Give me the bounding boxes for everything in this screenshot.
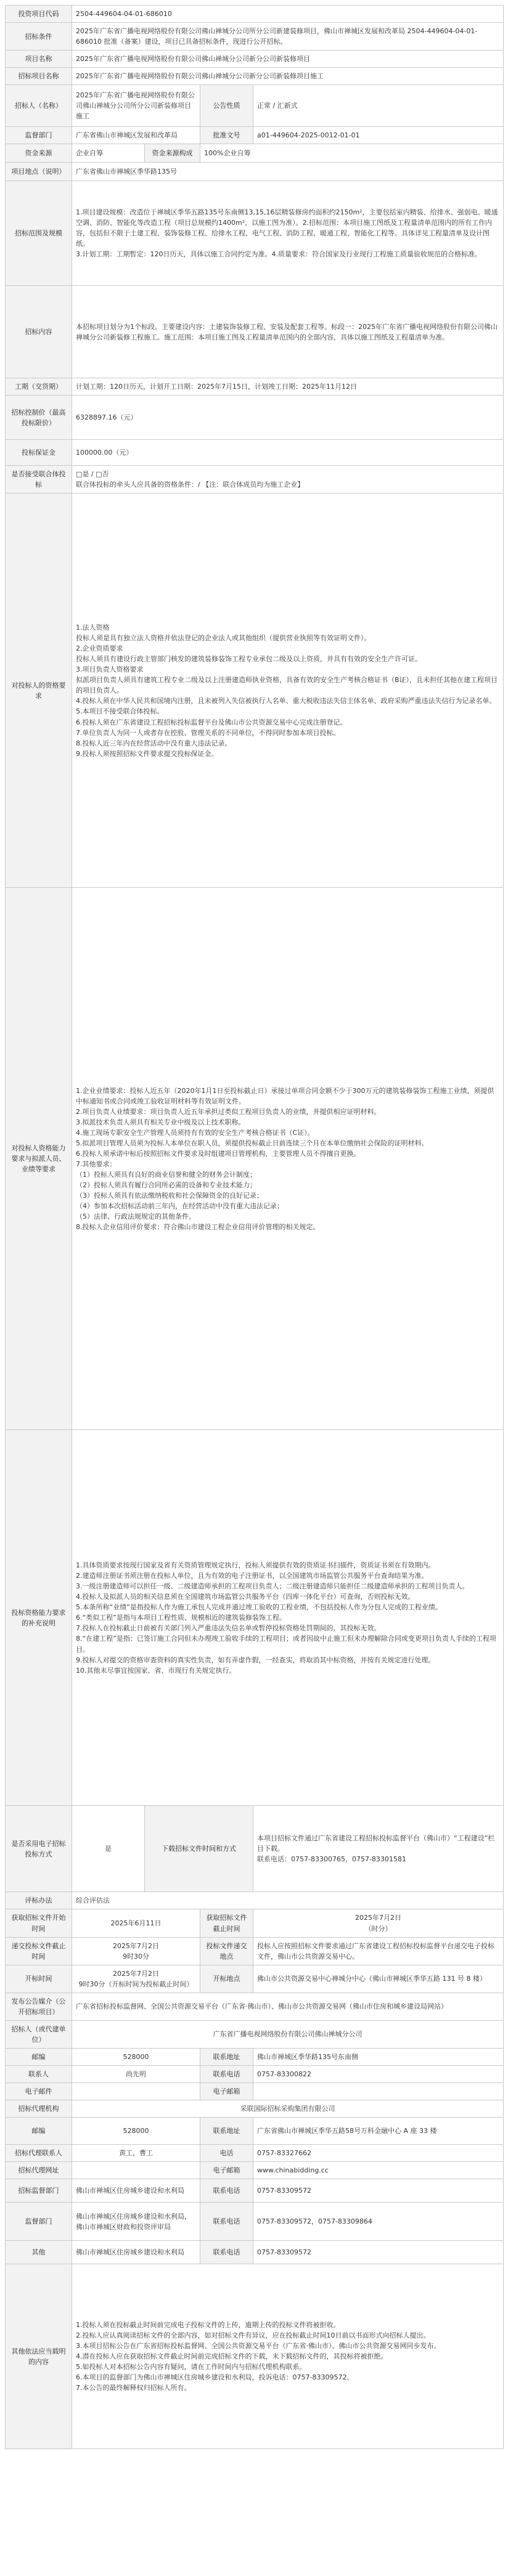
label: 招标条件 [6, 23, 72, 51]
label: 招标代理机构 [6, 2100, 72, 2118]
label: 工期（交货期） [6, 378, 72, 396]
value: 2025年广东省广播电视网络股份有限公司佛山禅城分公司所分公司新建装修项目，佛山市禅城区发展和改革局 2504-449604-04-01-686010 批准（备案）建设，项目已具备招标条件，现进行公开招标。 [72, 23, 504, 51]
label: 联系地址 [200, 2118, 253, 2145]
row-scope [6, 181, 504, 286]
label: 下载招标文件时间和方式 [145, 1806, 253, 1892]
value: 广东省佛山市禅城区发展和改革局 [72, 127, 200, 144]
label: 项目名称 [6, 51, 72, 68]
value: 0757-83309572 [253, 2241, 504, 2264]
label: 是否采用电子招标投标方式 [6, 1806, 72, 1892]
label: 监督部门 [6, 127, 72, 144]
value: □是 / □否 联合体投标的牵头人应具备的资格条件：/ 【注：联合体成员均为施工企业】 [72, 466, 504, 494]
label: 其他依法应当载明的内容 [6, 2264, 72, 2449]
row-tenderer-address [6, 2048, 504, 2065]
row-tenderer-person [6, 2065, 504, 2082]
label: 开标时间 [6, 1965, 72, 1993]
label: 其他 [6, 2241, 72, 2264]
label: 是否接受联合体投标 [6, 466, 72, 494]
label: 评标办法 [6, 1892, 72, 1909]
label: 对投标人资格能力要求与拟派人员、业绩等要求 [6, 888, 72, 1430]
value: 广东省招标投标监督网、全国公共资源交易平台（广东省·佛山市）、佛山市公共资源交易网（佛山市住房和城乡建设局网站） [72, 1993, 504, 2020]
value: 0757-83300822 [253, 2065, 504, 2082]
label: 资金来源构成 [145, 144, 200, 163]
label: 招标人（或代建单位） [6, 2020, 72, 2048]
row-supervise-3 [6, 2241, 504, 2264]
label: 联系电话 [200, 2179, 253, 2203]
value: 本招标项目划分为1个标段。主要建设内容：土建装饰装修工程、安装及配套工程等。标段一：2025年广东省广播电视网络股份有限公司佛山禅城分公司新装修工程施工。施工范围：本项目施工图及工程量清单范围内的全部内容，具体以施工图纸及工程量清单为准。 [72, 286, 504, 378]
value: 2504-449604-04-01-686010 [72, 6, 504, 23]
label: 招标内容 [6, 286, 72, 378]
value: 528000 [72, 2118, 200, 2145]
row-agency-web [6, 2162, 504, 2179]
row-project-name [6, 51, 504, 68]
value: 采联国际招标采购集团有限公司 [72, 2100, 504, 2118]
label: 招标人（名称） [6, 85, 72, 127]
value: 2025年7月2日 9时30分（开标时间为投标截止时间） [72, 1965, 200, 1993]
value: 2025年6月11日 [72, 1909, 200, 1937]
label: 监督部门 [6, 2203, 72, 2241]
label: 公告性质 [200, 85, 253, 127]
row-joint-bid [6, 466, 504, 494]
label: 联系人 [6, 2065, 72, 2082]
value: 2025年7月2日 9时30分 [72, 1937, 200, 1965]
row-agency [6, 2100, 504, 2118]
label: 获取招标文件开始时间 [6, 1909, 72, 1937]
value: 2025年广东省广播电视网络股份有限公司佛山禅城分公司所分公司新装修项目施工 [72, 85, 200, 127]
row-price-limit [6, 396, 504, 440]
value: 佛山市禅城区住房城乡建设和水利局，佛山市禅城区财政和投资评审局 [72, 2203, 200, 2241]
label: 招标项目名称 [6, 68, 72, 85]
value: 尚先明 [72, 2065, 200, 2082]
label: 发布公告媒介（公开招标项目） [6, 1993, 72, 2020]
label: 电子邮箱 [200, 2162, 253, 2179]
value [253, 2083, 504, 2100]
value: 黄工，曹工 [72, 2145, 200, 2162]
label: 投资项目代码 [6, 6, 72, 23]
row-bid-deadline [6, 1937, 504, 1965]
row-bid-condition [6, 23, 504, 51]
label: 招标代理网址 [6, 2162, 72, 2179]
label: 递交投标文件截止时间 [6, 1937, 72, 1965]
row-deposit [6, 440, 504, 466]
label: 联系电话 [200, 2203, 253, 2241]
label: 资金来源 [6, 144, 72, 163]
label: 开标地点 [200, 1965, 253, 1993]
tender-notice-document [5, 5, 503, 2449]
row-tenderer-name [6, 2020, 504, 2048]
tender-notice-table [5, 5, 504, 2449]
label: 联系地址 [200, 2048, 253, 2065]
label: 投标资格能力要求的补充说明 [6, 1430, 72, 1806]
row-tenderer [6, 85, 504, 127]
value: 企业自筹 [72, 144, 145, 163]
value: a01-449604-2025-0012-01-01 [253, 127, 504, 144]
value: 2025年广东省广播电视网络股份有限公司佛山禅城分公司新分公司新装修项目施工 [72, 68, 504, 85]
row-agency-person [6, 2145, 504, 2162]
label: 招标代理联系人 [6, 2145, 72, 2162]
label: 联系电话 [200, 2065, 253, 2082]
value: 佛山市禅城区季华路135号东南侧 [253, 2048, 504, 2065]
row-eval-method [6, 1892, 504, 1909]
value: 1.企业业绩要求：投标人近五年（2020年1月1日至投标截止日）承接过单项合同金额不少于300万元的建筑装修装饰工程施工业绩，须提供中标通知书或合同或竣工验收证明材料等有效证明文件。 2.项目负责人业绩要求：项目负责人近五年承担过类似工程项目负责人的业绩，并提供相应证明材料。 3.拟派技术负责人须具有相关专业中级及以上技术职称。 4.施工现场专职安全生产管理人员须持有有效的安全生产考核合格证书（C证）。 5.拟派项目管理人员须为投标人本单位在职人员，须提供投标截止日前连续三个月在本单位缴纳社会保险的证明材料。 6.投标人须承诺中标后按照招标文件要求及时组建项目管理机构，主要管理人员不得擅自更换。 7.其他要求： （1）投标人须具有良好的商业信誉和健全的财务会计制度； （2）投标人须具有履行合同所必需的设备和专业技术能力； （3）投标人须具有依法缴纳税收和社会保障资金的良好记录； （4）参加本次招标活动前三年内，在经营活动中没有重大违法记录； （5）法律、行政法规规定的其他条件。 8.投标人企业信用评价要求：符合佛山市建设工程企业信用评价管理的相关规定。 [72, 888, 504, 1430]
label: 招标控制价（最高投标限价） [6, 396, 72, 440]
row-qualification-bidder [6, 494, 504, 888]
row-media [6, 1993, 504, 2020]
label: 邮编 [6, 2048, 72, 2065]
row-supervise-1 [6, 2179, 504, 2203]
label: 电话 [200, 2145, 253, 2162]
value: 100%企业自筹 [200, 144, 504, 163]
value: 100000.00（元） [72, 440, 504, 466]
value: 6328897.16（元） [72, 396, 504, 440]
value: 计划工期：120日历天，计划开工日期：2025年7月15日，计划竣工日期：2025年11月12日 [72, 378, 504, 396]
value: 2025年广东省广播电视网络股份有限公司佛山禅城分公司新分公司新装修项目 [72, 51, 504, 68]
label: 电子邮箱 [200, 2083, 253, 2100]
row-open-time [6, 1965, 504, 1993]
row-tenderer-email [6, 2083, 504, 2100]
value: 投标人应按照招标文件要求通过广东省建设工程招标投标监督平台递交电子投标文件，佛山市公共资源交易中心。 [253, 1937, 504, 1965]
value: 0757-83327662 [253, 2145, 504, 2162]
scope-extra-text: 3.计划工期：工期暂定：120日历天，具体以施工合同约定为准。4.质量要求：符合国家及行业现行工程施工质量验收规范的合格标准。 [76, 250, 481, 259]
value: 528000 [72, 2048, 200, 2065]
row-supervise-2 [6, 2203, 504, 2241]
row-qualification-detail [6, 1430, 504, 1806]
label: 项目地点（说明） [6, 163, 72, 181]
value: 佛山市禅城区住房城乡建设和水利局 [72, 2179, 200, 2203]
row-notes [6, 2264, 504, 2449]
value: 广东省佛山市禅城区季华路135号 [72, 163, 504, 181]
label: 对投标人的资格要求 [6, 494, 72, 888]
row-qualification-personnel [6, 888, 504, 1430]
label: 投标文件递交地点 [200, 1937, 253, 1965]
value: 1.投标人须在投标截止时间前完成电子投标文件的上传，逾期上传的投标文件将被拒收。 2.投标人应认真阅读招标文件的全部内容，如对招标文件有异议，应在投标截止时间10日前以书面形式向招标人提出。 3.本项目招标公告在广东省招标投标监督网、全国公共资源交易平台（广东省·佛山市）、佛山市公共资源交易网同步发布。 4.潜在投标人应在获取招标文件截止时间前完成招标文件的下载，未下载招标文件的，其投标将被拒绝。 5.如投标人对本招标公告内容有疑问，请在工作时间内与招标代理机构联系。 6.本项目的监督部门为佛山市禅城区住房城乡建设和水利局，投诉电话：0757-83309572。 7.本公告的最终解释权归招标人所有。 [72, 2264, 504, 2449]
value: 1.具体资质要求按现行国家及省有关资质管理规定执行，投标人须提供有效的资质证书扫描件，资质证书须在有效期内。 2.建造师注册证书须注册在投标人单位，且为有效的电子注册证书，以全国建筑市场监管公共服务平台查询结果为准。 3.一级注册建造师可以担任一级、二级建造师承担的工程项目负责人；二级注册建造师只能担任二级建造师承担的工程项目负责人。 4.投标人及拟派人员的相关信息须在全国建筑市场监管公共服务平台（四库一体化平台）可查询，否则投标无效。 5.本条所称“业绩”是指投标人作为施工承包人完成并通过竣工验收的工程业绩，不包括投标人作为分包人完成的工程业绩。 6.“类似工程”是指与本项目工程性质、规模相近的建筑装修装饰工程。 7.投标人在投标截止日前被有关部门列入严重违法失信名单或暂停投标资格处罚期间的，其投标无效。 8.“在建工程”是指：已签订施工合同但未办理竣工验收手续的工程项目；或者因故中止施工但未办理解除合同或变更项目负责人手续的工程项目。 9.投标人对提交的资格审查资料的真实性负责，如有弄虚作假，一经查实，将取消其中标资格，并按有关规定进行处理。 10.其他未尽事宜按国家、省、市现行有关规定执行。 [72, 1430, 504, 1806]
value [72, 2083, 200, 2100]
value: 1.法人资格 投标人须是具有独立法人资格并依法登记的企业法人或其他组织（提供营业执照等有效证明文件）。 2.企业资质要求 投标人须具有建设行政主管部门核发的建筑装修装饰工程专业承包二级及以上资质，并具有有效的安全生产许可证。 3.项目负责人资格要求 拟派项目负责人须具有建筑工程专业二级及以上注册建造师执业资格，具备有效的安全生产考核合格证书（B证），且未担任其他在建工程项目的项目负责人。 4.投标人须在中华人民共和国境内注册，且未被列入失信被执行人名单、重大税收违法失信主体名单、政府采购严重违法失信行为记录名单。 5.本项目不接受联合体投标。 6.投标人须在广东省建设工程招标投标监督平台及佛山市公共资源交易中心完成注册登记。 7.单位负责人为同一人或者存在控股、管理关系的不同单位，不得同时参加本项目投标。 8.投标人近三年内在经营活动中没有重大违法记录。 9.投标人须按照招标文件要求提交投标保证金。 [72, 494, 504, 888]
value: 广东省佛山市禅城区季华五路58号万科金融中心 A 座 33 楼 [253, 2118, 504, 2145]
row-bid-project-name [6, 68, 504, 85]
label: 获取招标文件截止时间 [200, 1909, 253, 1937]
label: 邮编 [6, 2118, 72, 2145]
value: 2025年7月2日 （时分） [253, 1909, 504, 1937]
row-agency-address [6, 2118, 504, 2145]
scope-text: 1.项目建设规模：改造位于禅城区季华五路135号东南侧13,15,16层精装修房约面积约2150m²，主要包括室内精装、给排水、强弱电、暖通空调、消防、智能化等改造工程（项目总规模约1400m²，以施工图为准）。2.招标范围：本项目施工图纸及工程量清单范围内的所有工作内容，包括但不限于土建工程、装饰装修工程、给排水工程、电气工程、消防工程、暖通工程、智能化工程等。具体详见工程量清单及设计图纸。 [76, 208, 498, 248]
value: 是 [72, 1806, 145, 1892]
value: 正常 / 汇新式 [253, 85, 504, 127]
row-location [6, 163, 504, 181]
label: 批准文号 [200, 127, 253, 144]
row-project-code [6, 6, 504, 23]
row-electronic [6, 1806, 504, 1892]
label: 联系电话 [200, 2241, 253, 2264]
label: 招标监督部门 [6, 2179, 72, 2203]
value: 0757-83309572 [253, 2179, 504, 2203]
label: 电子邮件 [6, 2083, 72, 2100]
value: 佛山市公共资源交易中心禅城分中心（佛山市禅城区季华五路 131 号 8 楼） [253, 1965, 504, 1993]
value: www.chinabidding.cc [253, 2162, 504, 2179]
value: 0757-83309572，0757-83309864 [253, 2203, 504, 2241]
label: 投标保证金 [6, 440, 72, 466]
value: 综合评估法 [72, 1892, 504, 1909]
row-supervisor [6, 127, 504, 144]
label: 招标范围及规模 [6, 181, 72, 286]
value: 广东省广播电视网络股份有限公司佛山禅城分公司 [72, 2020, 504, 2048]
value [72, 2162, 200, 2179]
row-period [6, 378, 504, 396]
row-content [6, 286, 504, 378]
value: 本项目招标文件通过广东省建设工程招标投标监督平台（佛山市）“工程建设”栏目下载。 联系电话：0757-83300765，0757-83301581 [253, 1806, 504, 1892]
value: 佛山市禅城区住房城乡建设和水利局 [72, 2241, 200, 2264]
row-funding [6, 144, 504, 163]
row-get-doc-time [6, 1909, 504, 1937]
